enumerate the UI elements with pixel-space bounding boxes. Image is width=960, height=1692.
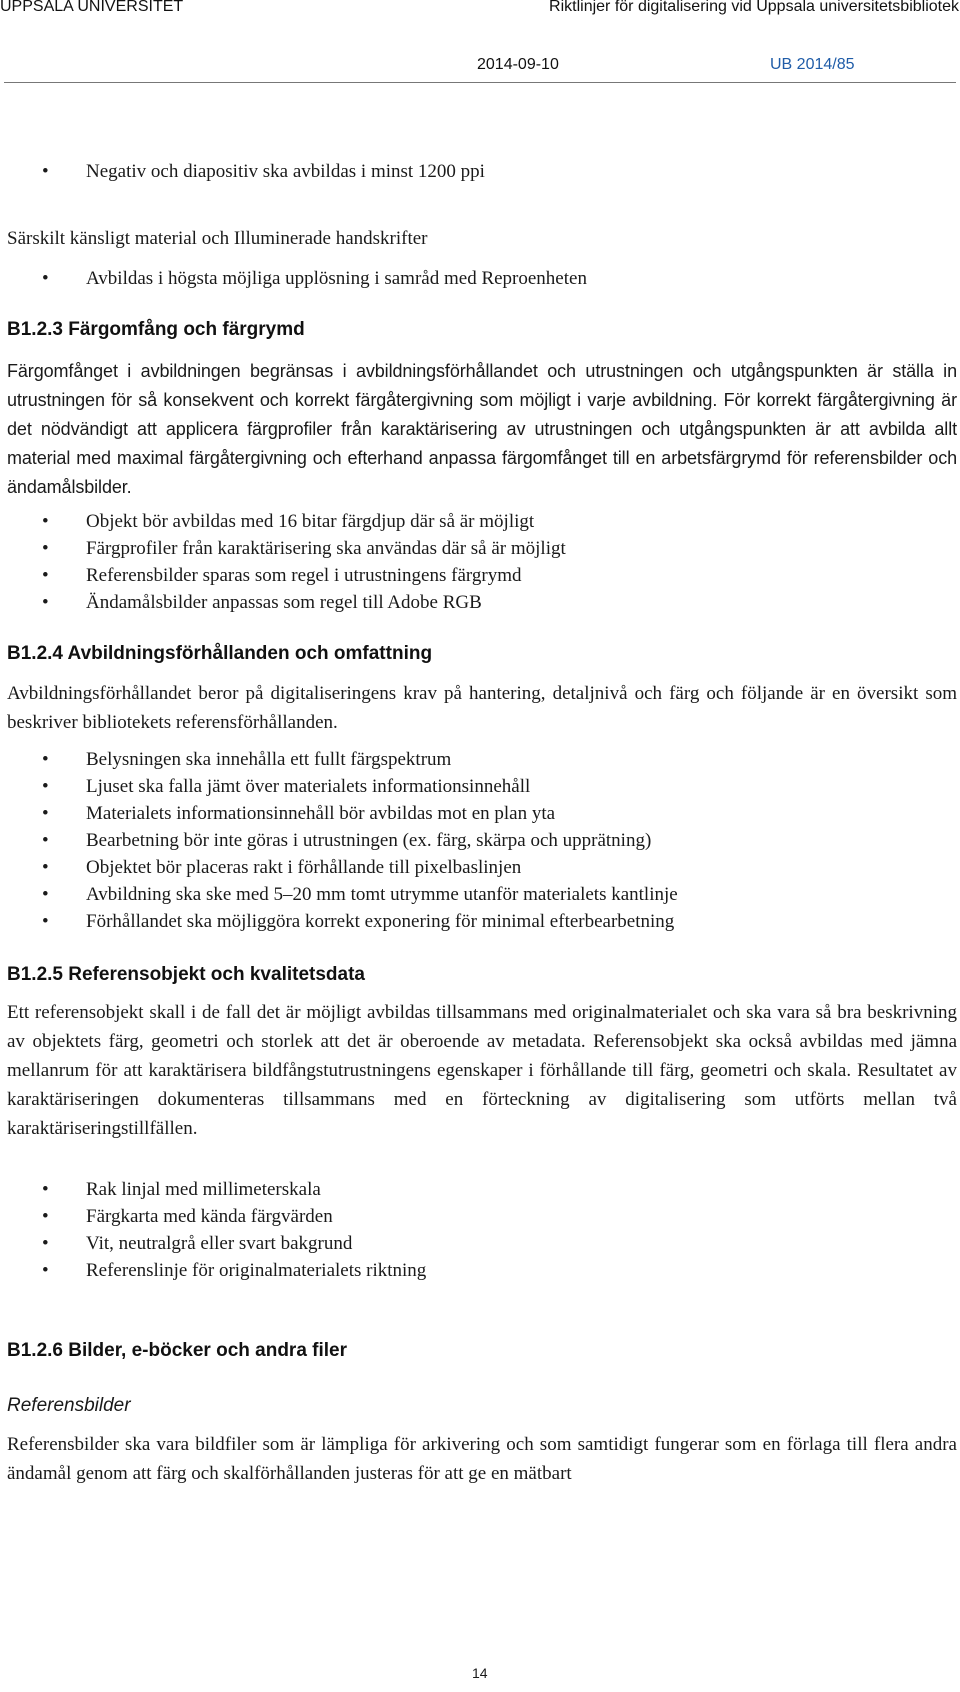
document-title: Riktlinjer för digitalisering vid Uppsala universitetsbibliotek: [549, 0, 959, 15]
section-heading-b125: B1.2.5 Referensobjekt och kvalitetsdata: [7, 964, 365, 985]
section-paragraph: Avbildningsförhållandet beror på digitaliseringens krav på hantering, detaljnivå och färg och följande är en översikt som beskriver bibliotekets referensförhållanden.: [7, 683, 957, 733]
document-date: 2014-09-10: [477, 56, 559, 73]
subsection-heading-referensbilder: Referensbilder: [7, 1395, 131, 1416]
section-heading-b126: B1.2.6 Bilder, e-böcker och andra filer: [7, 1340, 348, 1361]
page-number: 14: [472, 1665, 488, 1681]
section-paragraph: Referensbilder ska vara bildfiler som är lämpliga för arkivering och som samtidigt fungerar som en förlaga till flera andra ändamål genom att färg och skalförhållanden justeras för att ge en mätbart: [7, 1434, 957, 1484]
section-heading-b123: B1.2.3 Färgomfång och färgrymd: [7, 319, 305, 340]
header-rule: [4, 82, 956, 83]
section-heading-b124: B1.2.4 Avbildningsförhållanden och omfattning: [7, 643, 433, 664]
university-name: UPPSALA UNIVERSITET: [0, 0, 184, 15]
sensitive-material-heading: Särskilt känsligt material och Illuminerade handskrifter: [7, 228, 428, 249]
document-reference: UB 2014/85: [770, 56, 855, 73]
section-paragraph: Färgomfånget i avbildningen begränsas i avbildningsförhållandet och utrustningen och utgångspunkten är ställa in utrustningen för så konsekvent och korrekt färgåtergivning som möjligt i varje avbildning. För korrekt färgåtergivning är det nödvändigt att applicera färgprofiler från karaktärisering av utrustningen och utgångspunkten är att avbilda allt material med maximal färgåtergivning och efterhand anpassa färgomfånget till en arbetsfärgrymd för referensbilder och ändamålsbilder.: [7, 361, 957, 497]
section-paragraph: Ett referensobjekt skall i de fall det är möjligt avbildas tillsammans med originalmaterialet och ska vara så bra beskrivning av objektets färg, geometri och storlek att det är oberoende av metadata. Referensobjekt ska också avbildas med jämna mellanrum för att karaktärisera bildfångstutrustningens egenskaper i förhållande till färg, geometri och skala. Resultatet av karaktäriseringen dokumenteras tillsammans med en förteckning av digitalisering som utförts mellan två karaktäriseringstillfällen.: [7, 1002, 957, 1139]
